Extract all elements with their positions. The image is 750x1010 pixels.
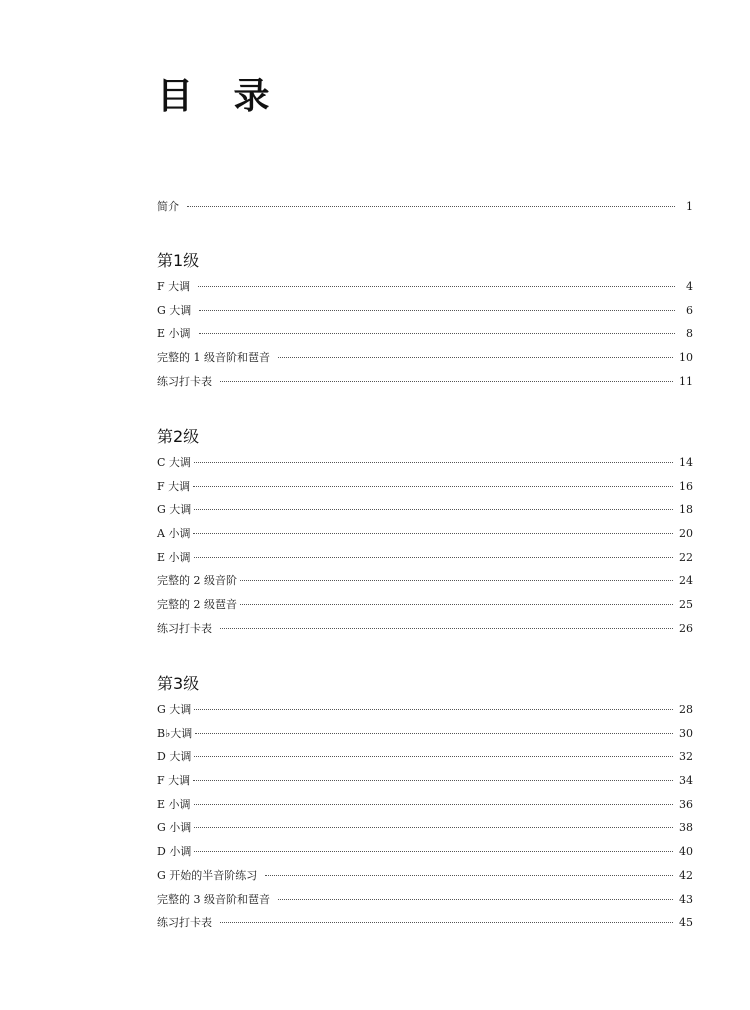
dot-leader bbox=[198, 286, 675, 287]
dot-leader bbox=[220, 628, 673, 629]
toc-entry[interactable] bbox=[157, 864, 693, 888]
dot-leader bbox=[194, 709, 673, 710]
toc-entry-page: 11 bbox=[679, 374, 693, 388]
toc-entry-title: F 大调 bbox=[157, 774, 191, 788]
toc-entry-page: 25 bbox=[679, 598, 693, 612]
dot-leader bbox=[199, 333, 675, 334]
toc-entry-page: 42 bbox=[679, 868, 693, 882]
section-heading: 第3级 bbox=[157, 674, 200, 693]
toc-entry-page: 34 bbox=[679, 774, 693, 788]
toc-entry[interactable] bbox=[157, 745, 693, 769]
toc-entry-title: F 大调 bbox=[157, 479, 191, 493]
dot-leader bbox=[194, 557, 673, 558]
toc-entry-title: G 小调 bbox=[157, 821, 192, 835]
dot-leader bbox=[194, 804, 673, 805]
dot-leader bbox=[199, 310, 675, 311]
toc-entry[interactable] bbox=[157, 769, 693, 793]
toc-entry[interactable] bbox=[157, 722, 693, 746]
toc-entry-title: 练习打卡表 bbox=[157, 916, 212, 930]
toc-entry-title: G 大调 bbox=[157, 303, 192, 317]
toc-entry-title: 练习打卡表 bbox=[157, 621, 212, 635]
dot-leader bbox=[194, 851, 673, 852]
toc-entry-page: 32 bbox=[679, 750, 693, 764]
dot-leader bbox=[194, 462, 673, 463]
toc-entry[interactable] bbox=[157, 275, 693, 299]
toc-entry-intro[interactable] bbox=[157, 195, 693, 219]
toc-entry-page: 38 bbox=[679, 821, 693, 835]
toc-entry-title: E 小调 bbox=[157, 797, 191, 811]
toc-entry[interactable] bbox=[157, 451, 693, 475]
toc-entry[interactable] bbox=[157, 911, 693, 935]
toc-entry-title: B♭大调 bbox=[157, 726, 193, 740]
toc-section-level-1 bbox=[157, 249, 693, 393]
toc-section-level-2 bbox=[157, 425, 693, 641]
toc-entry-title: 练习打卡表 bbox=[157, 374, 212, 388]
toc-entry[interactable] bbox=[157, 498, 693, 522]
toc-entry-page: 28 bbox=[679, 703, 693, 716]
toc-entry-page: 6 bbox=[686, 303, 693, 317]
toc-entry-title: E 小调 bbox=[157, 327, 191, 341]
dot-leader bbox=[240, 604, 673, 605]
toc-entry-title: 完整的 1 级音阶和琶音 bbox=[157, 351, 270, 365]
toc-entry-page: 10 bbox=[679, 351, 693, 365]
dot-leader bbox=[193, 780, 673, 781]
toc-entry-title: G 大调 bbox=[157, 703, 192, 716]
toc-entry-page: 1 bbox=[686, 200, 693, 213]
toc-entry[interactable] bbox=[157, 698, 693, 722]
toc-entry-page: 16 bbox=[679, 479, 693, 493]
toc-entry[interactable] bbox=[157, 522, 693, 546]
toc-entry-page: 40 bbox=[679, 845, 693, 859]
toc-entry[interactable] bbox=[157, 793, 693, 817]
toc-entry-page: 36 bbox=[679, 797, 693, 811]
dot-leader bbox=[193, 486, 673, 487]
dot-leader bbox=[194, 827, 673, 828]
dot-leader bbox=[193, 533, 673, 534]
toc-entry-page: 18 bbox=[679, 503, 693, 517]
toc-entry-title: C 大调 bbox=[157, 456, 191, 469]
dot-leader bbox=[195, 733, 673, 734]
toc-entry[interactable] bbox=[157, 299, 693, 323]
toc-entry-page: 26 bbox=[679, 621, 693, 635]
toc-entry[interactable] bbox=[157, 816, 693, 840]
toc-entry-title: 完整的 2 级音阶 bbox=[157, 574, 237, 588]
toc-entry[interactable] bbox=[157, 617, 693, 641]
dot-leader bbox=[220, 922, 673, 923]
toc-entry[interactable] bbox=[157, 546, 693, 570]
dot-leader bbox=[187, 206, 675, 207]
dot-leader bbox=[220, 381, 673, 382]
toc-entry-title: G 大调 bbox=[157, 503, 192, 517]
dot-leader bbox=[265, 875, 673, 876]
toc-entry-page: 45 bbox=[679, 916, 693, 930]
dot-leader bbox=[278, 357, 673, 358]
toc-intro bbox=[157, 195, 693, 219]
dot-leader bbox=[194, 509, 673, 510]
dot-leader bbox=[240, 580, 673, 581]
toc-entry-page: 24 bbox=[679, 574, 693, 588]
toc-entry-page: 8 bbox=[686, 327, 693, 341]
toc-entry[interactable] bbox=[157, 888, 693, 912]
toc-entry-title: G 开始的半音阶练习 bbox=[157, 868, 258, 882]
toc-entry-title: D 小调 bbox=[157, 845, 192, 859]
toc-entry-title: E 小调 bbox=[157, 550, 191, 564]
toc-entry[interactable] bbox=[157, 346, 693, 370]
toc-entry-page: 14 bbox=[679, 456, 693, 469]
toc-entry-page: 20 bbox=[679, 527, 693, 541]
toc-entry[interactable] bbox=[157, 840, 693, 864]
section-heading: 第2级 bbox=[157, 427, 200, 446]
toc-entry[interactable] bbox=[157, 370, 693, 394]
toc-entry[interactable] bbox=[157, 322, 693, 346]
toc-section-level-3 bbox=[157, 672, 693, 935]
toc-entry[interactable] bbox=[157, 569, 693, 593]
toc-entry-page: 22 bbox=[679, 550, 693, 564]
toc-entry-page: 43 bbox=[679, 892, 693, 906]
dot-leader bbox=[278, 899, 673, 900]
toc-entry-page: 30 bbox=[679, 726, 693, 740]
toc-entry-title: D 大调 bbox=[157, 750, 192, 764]
toc-entry-title: F 大调 bbox=[157, 280, 191, 293]
toc-entry-title: 完整的 2 级琶音 bbox=[157, 598, 237, 612]
toc-entry-title: 简介 bbox=[157, 200, 179, 213]
toc-entry[interactable] bbox=[157, 475, 693, 499]
dot-leader bbox=[194, 756, 673, 757]
section-heading: 第1级 bbox=[157, 251, 200, 270]
page-title: 目 录 bbox=[157, 76, 284, 117]
toc-entry[interactable] bbox=[157, 593, 693, 617]
toc-entry-title: 完整的 3 级音阶和琶音 bbox=[157, 892, 270, 906]
toc-entry-page: 4 bbox=[686, 280, 693, 293]
toc-entry-title: A 小调 bbox=[157, 527, 191, 541]
